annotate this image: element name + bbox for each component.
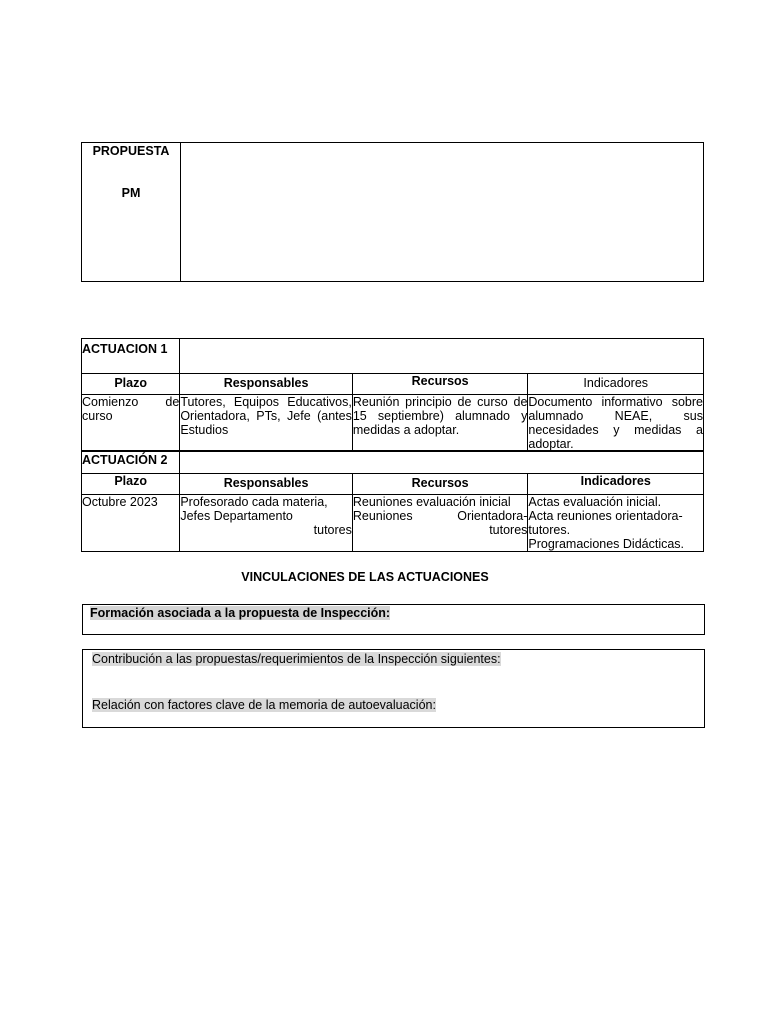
propuesta-table	[81, 142, 704, 282]
header-responsables: Responsables	[180, 374, 353, 395]
recursos-line: Reuniones Orientadora-	[352, 509, 528, 523]
cell-responsables	[180, 495, 353, 552]
recursos-line: tutores	[489, 523, 528, 537]
header-responsables: Responsables	[180, 474, 353, 495]
indicadores-line: Actas evaluación inicial.	[528, 495, 662, 509]
actuacion-1-title: ACTUACION 1	[82, 339, 180, 374]
propuesta-content	[181, 143, 704, 282]
cell-recursos: Reunión principio de curso de 15 septiembre) alumnado y medidas a adoptar.	[352, 395, 528, 452]
propuesta-label: PROPUESTA	[92, 144, 170, 158]
header-indicadores: Indicadores	[528, 474, 704, 495]
recursos-line: Reuniones evaluación inicial	[352, 495, 511, 509]
actuacion-1-table	[81, 338, 704, 452]
responsables-line: tutores	[313, 523, 352, 537]
cell-recursos	[352, 495, 528, 552]
cell-responsables: Tutores, Equipos Educativos, Orientadora, PTs, Jefe (antes Estudios	[180, 395, 353, 452]
actuacion-2-title: ACTUACIÓN 2	[82, 451, 180, 474]
indicadores-line: Acta reuniones orientadora-	[528, 509, 683, 523]
header-plazo: Plazo	[82, 374, 180, 395]
cell-indicadores	[528, 495, 704, 552]
contribucion-box	[82, 649, 705, 728]
formacion-box	[82, 604, 705, 635]
responsables-line: Jefes Departamento	[180, 509, 293, 523]
responsables-line: Profesorado cada materia,	[180, 495, 328, 509]
actuacion-2-table	[81, 450, 704, 552]
cell-indicadores: Documento informativo sobre alumnado NEAE, sus necesidades y medidas a adoptar.	[528, 395, 703, 451]
formacion-label: Formación asociada a la propuesta de Inspección:	[90, 606, 391, 620]
header-recursos: Recursos	[352, 474, 528, 495]
actuacion-2-title-content	[180, 451, 704, 474]
actuacion-1-title-content	[180, 339, 704, 374]
contribucion-label: Contribución a las propuestas/requerimientos de la Inspección siguientes:	[92, 652, 501, 666]
header-indicadores: Indicadores	[528, 374, 704, 395]
propuesta-label-cell	[82, 143, 181, 282]
relacion-label: Relación con factores clave de la memoria de autoevaluación:	[92, 698, 436, 712]
vinculaciones-heading: VINCULACIONES DE LAS ACTUACIONES	[241, 570, 489, 584]
header-recursos: Recursos	[352, 374, 528, 395]
indicadores-line: tutores.	[528, 523, 571, 537]
cell-plazo: Comienzo de curso	[82, 395, 180, 452]
propuesta-code: PM	[121, 186, 141, 200]
cell-plazo: Octubre 2023	[82, 495, 180, 552]
indicadores-line: Programaciones Didácticas.	[528, 537, 685, 551]
header-plazo: Plazo	[82, 474, 180, 495]
